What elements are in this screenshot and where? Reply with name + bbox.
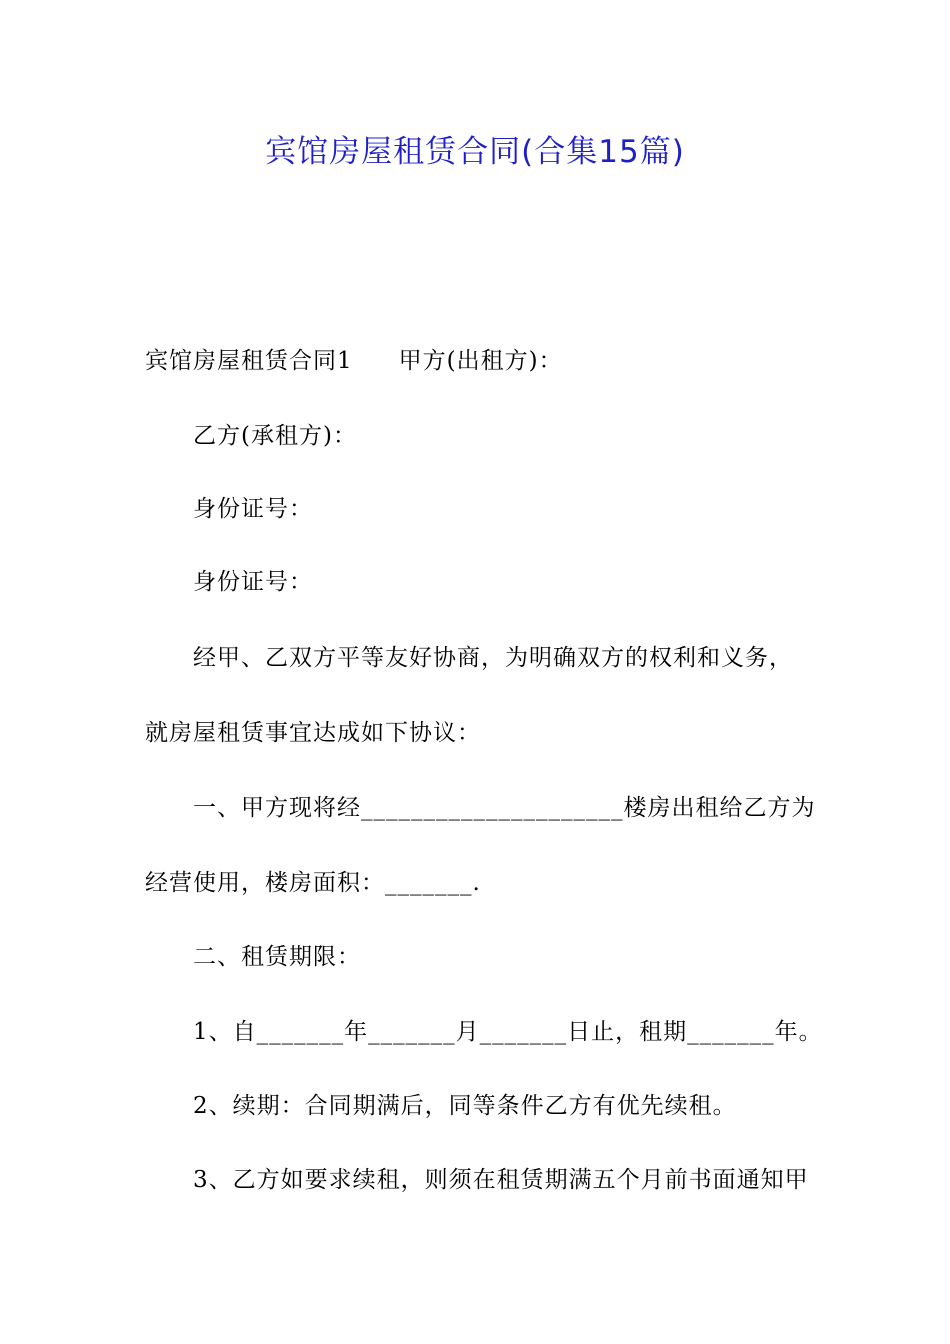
clause-line: 2、续期：合同期满后，同等条件乙方有优先续租。 bbox=[193, 1093, 737, 1119]
clause-line: 1、自_______年_______月_______日止，租期_______年。 bbox=[193, 1019, 823, 1045]
clause-line: 3、乙方如要求续租，则须在租赁期满五个月前书面通知甲 bbox=[193, 1167, 809, 1193]
document-title: 宾馆房屋租赁合同(合集15篇) bbox=[265, 134, 685, 170]
clause-heading: 二、租赁期限： bbox=[193, 944, 361, 970]
paragraph-line: 经甲、乙双方平等友好协商，为明确双方的权利和义务， bbox=[193, 645, 793, 671]
id-number-label: 身份证号： bbox=[193, 496, 313, 522]
clause-line: 一、甲方现将经_____________________楼房出租给乙方为 bbox=[193, 795, 816, 821]
paragraph-line: 就房屋租赁事宜达成如下协议： bbox=[145, 720, 481, 746]
section-heading: 宾馆房屋租赁合同1 bbox=[145, 348, 353, 374]
party-b-label: 乙方(承租方)： bbox=[193, 423, 357, 449]
party-a-label: 甲方(出租方)： bbox=[398, 348, 563, 374]
id-number-label: 身份证号： bbox=[193, 569, 313, 595]
contract-first-line bbox=[145, 345, 563, 377]
clause-line: 经营使用，楼房面积：_______. bbox=[145, 870, 481, 896]
